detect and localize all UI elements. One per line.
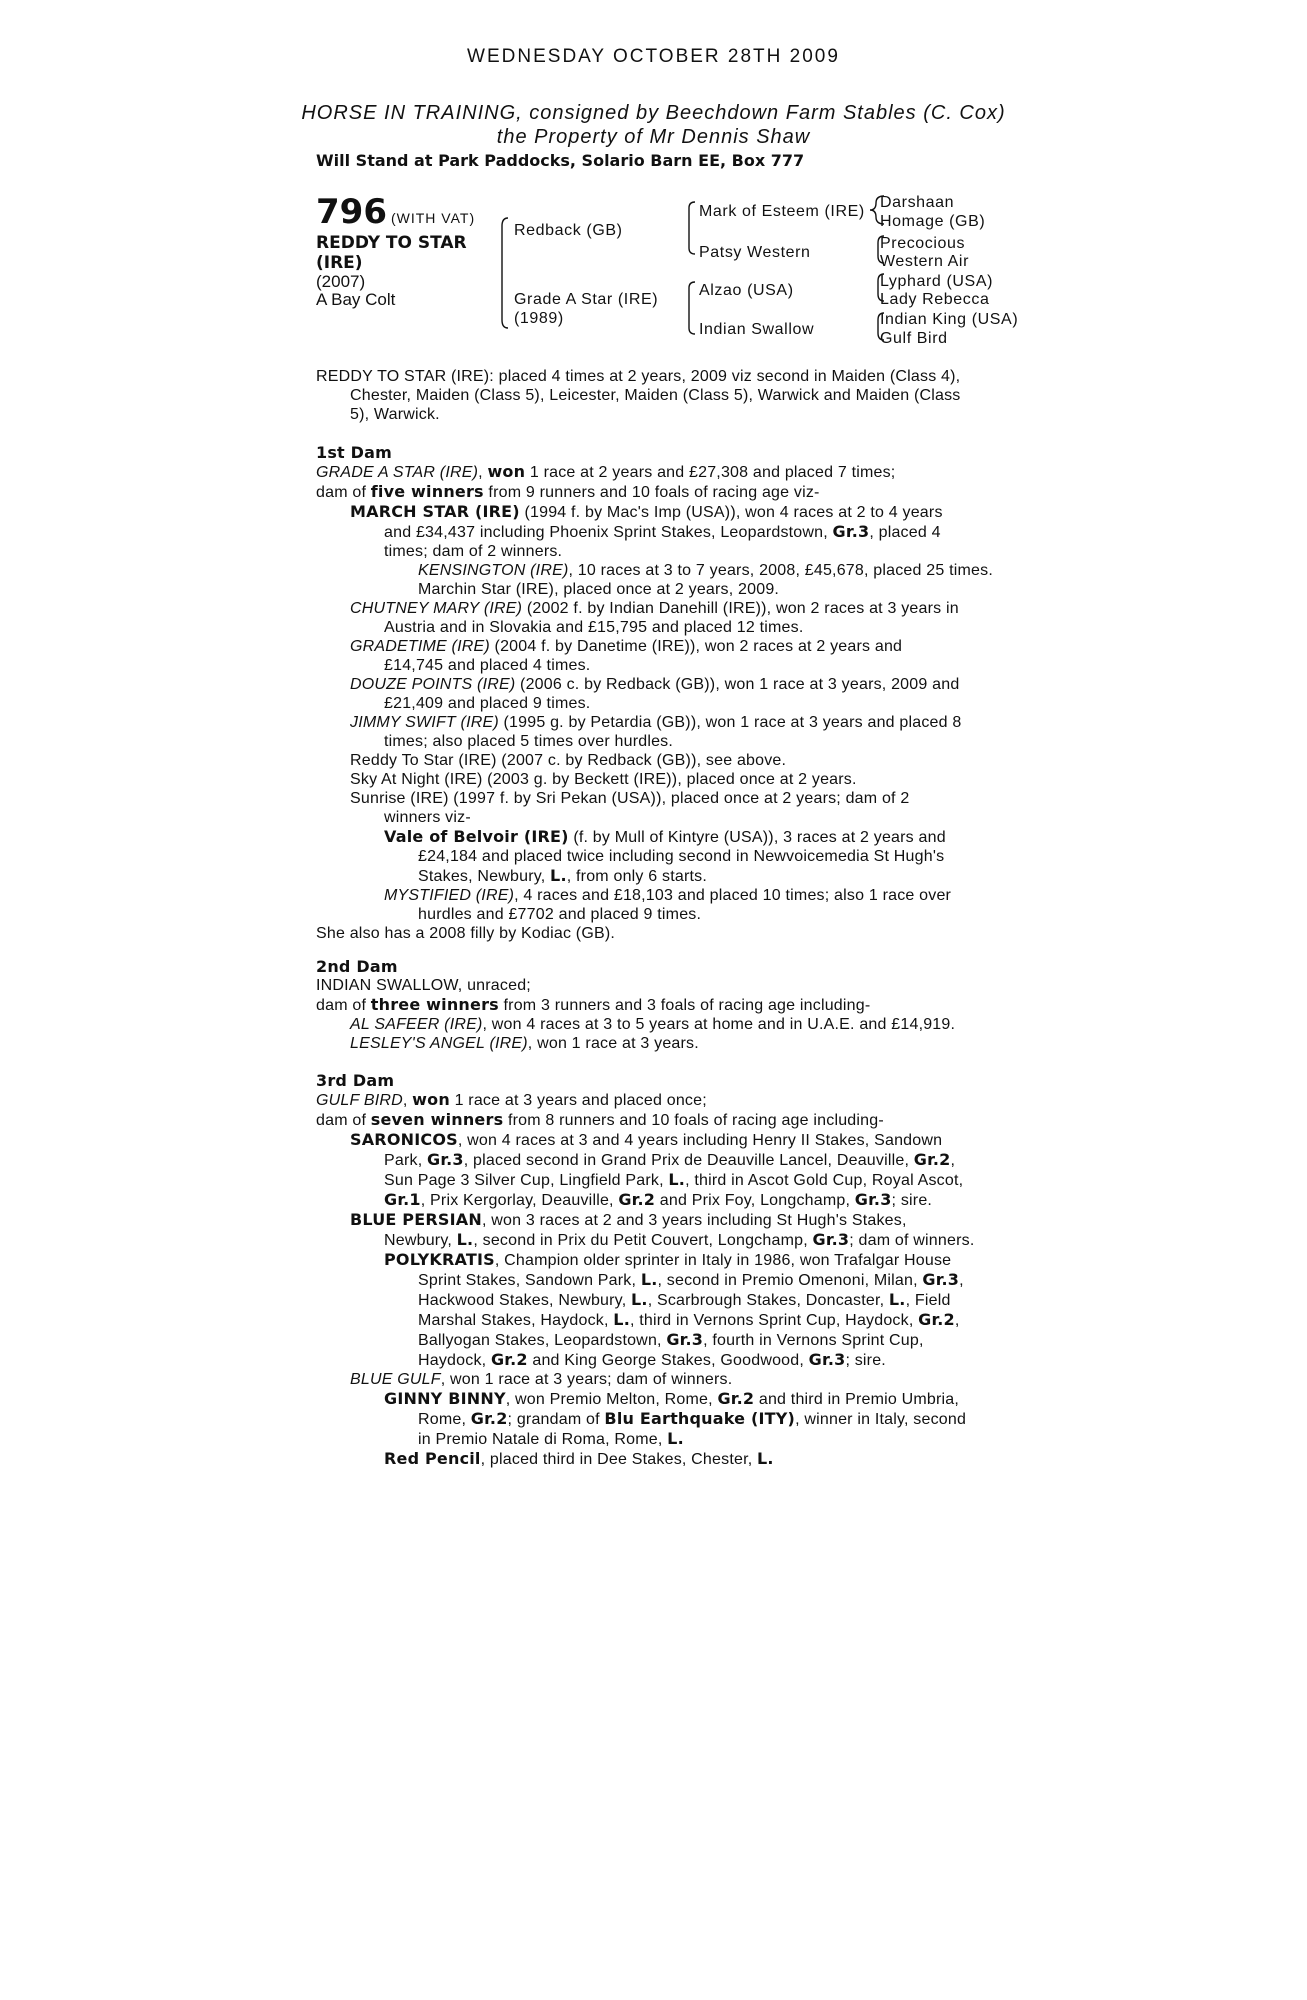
horse-name-suffix: (IRE)	[316, 253, 363, 273]
produce-name: GRADETIME (IRE)	[350, 638, 490, 655]
text: Austria and in Slovakia and £15,795 and placed 12 times.	[384, 619, 804, 636]
text: winners viz-	[384, 809, 471, 826]
text: and Prix Foy, Longchamp,	[655, 1192, 855, 1209]
listed-badge: L.	[640, 1270, 658, 1289]
dam-name: GRADE A STAR (IRE)	[316, 464, 479, 481]
grade-badge: Gr.3	[854, 1190, 892, 1209]
produce-name: Red Pencil	[384, 1449, 481, 1468]
produce-name: SARONICOS	[350, 1130, 458, 1149]
text: Park,	[384, 1152, 427, 1169]
text: , placed second in Grand Prix de Deauville Lancel, Deauville,	[463, 1152, 914, 1169]
produce-name: AL SAFEER (IRE)	[350, 1016, 483, 1033]
listed-badge: L.	[888, 1290, 906, 1309]
listed-badge: L.	[668, 1170, 686, 1189]
summary-line: REDDY TO STAR (IRE): placed 4 times at 2 years, 2009 viz second in Maiden (Class 4),	[316, 368, 961, 385]
produce-entry	[316, 1034, 1006, 1053]
winners-count: seven winners	[370, 1110, 504, 1129]
brace-gen1	[502, 218, 508, 328]
grade-badge: Gr.3	[812, 1230, 850, 1249]
pedigree-sire-sire: Mark of Esteem (IRE)	[699, 203, 865, 220]
produce-name: DOUZE POINTS (IRE)	[350, 676, 516, 693]
dam-name: GULF BIRD	[316, 1092, 403, 1109]
text: (2002 f. by Indian Danehill (IRE)), won 2 races at 3 years in	[522, 600, 959, 617]
grade-badge: Gr.3	[808, 1350, 846, 1369]
text: Ballyogan Stakes, Leopardstown,	[418, 1332, 667, 1349]
produce-entry: Sky At Night (IRE) (2003 g. by Beckett (IRE)), placed once at 2 years.	[350, 771, 857, 788]
listed-badge: L.	[550, 866, 567, 885]
produce-name: POLYKRATIS	[384, 1250, 495, 1269]
brace-dam	[689, 282, 695, 334]
text: (f. by Mull of Kintyre (USA)), 3 races at 2 years and	[568, 829, 946, 846]
text: and third in Premio Umbria,	[754, 1391, 960, 1408]
pedigree-ds-sire: Lyphard (USA)	[880, 273, 994, 290]
text: dam of	[316, 1112, 371, 1129]
produce-entry	[316, 1210, 1006, 1370]
pedigree-dam-sire: Alzao (USA)	[699, 282, 794, 299]
second-dam-heading: 2nd Dam	[316, 957, 398, 976]
first-dam-section	[316, 443, 1006, 943]
text: (2006 c. by Redback (GB)), won 1 race at 3 years, 2009 and	[515, 676, 960, 693]
produce-name: Vale of Belvoir (IRE)	[384, 827, 569, 846]
text: ,	[959, 1272, 964, 1289]
text: Newbury,	[384, 1232, 457, 1249]
pedigree-sd-sire: Precocious	[880, 235, 966, 252]
text: , won 4 races at 3 and 4 years including Henry II Stakes, Sandown	[457, 1132, 943, 1149]
produce-name: LESLEY'S ANGEL (IRE)	[350, 1035, 528, 1052]
listed-badge: L.	[667, 1429, 684, 1448]
also-note: She also has a 2008 filly by Kodiac (GB).	[316, 925, 616, 942]
text: ,	[950, 1152, 956, 1169]
horse-name-line: REDDY TO STAR	[316, 233, 467, 253]
produce-name: Blu Earthquake (ITY)	[604, 1409, 796, 1428]
produce-entry	[316, 599, 1006, 637]
pedigree-dam-name: Grade A Star (IRE)	[514, 291, 659, 308]
pedigree-sire-dam: Patsy Western	[699, 244, 811, 261]
text: , 10 races at 3 to 7 years, 2008, £45,678, placed 25 times.	[568, 562, 993, 579]
grade-badge: Gr.3	[427, 1150, 464, 1169]
text: ; dam of winners.	[849, 1232, 975, 1249]
property-line: the Property of Mr Dennis Shaw	[496, 126, 811, 148]
text: Sprint Stakes, Sandown Park,	[418, 1272, 641, 1289]
text: (1995 g. by Petardia (GB)), won 1 race at 3 years and placed 8	[498, 714, 962, 731]
horse-description: A Bay Colt	[316, 290, 396, 309]
stand-location: Will Stand at Park Paddocks, Solario Barn EE, Box 777	[316, 151, 805, 170]
produce-name: GINNY BINNY	[384, 1389, 506, 1408]
produce-entry	[316, 789, 1006, 924]
text: Stakes, Newbury,	[418, 868, 551, 885]
produce-entry	[350, 1389, 1006, 1449]
produce-entry	[316, 675, 1006, 713]
pedigree-sd-dam: Western Air	[880, 253, 969, 270]
text: from 8 runners and 10 foals of racing age including-	[503, 1112, 884, 1129]
produce-entry: Reddy To Star (IRE) (2007 c. by Redback (GB)), see above.	[350, 752, 787, 769]
pedigree-ds-dam: Lady Rebecca	[880, 291, 990, 308]
produce-summary	[316, 482, 1006, 502]
listed-badge: L.	[757, 1449, 774, 1468]
text: , second in Prix du Petit Couvert, Longchamp,	[473, 1232, 813, 1249]
text: 1 race at 3 years and placed once;	[449, 1092, 707, 1109]
produce-entry	[316, 1370, 1006, 1469]
produce-summary	[316, 1110, 1006, 1130]
pedigree-dd-sire: Indian King (USA)	[880, 311, 1019, 328]
text: , won 1 race at 3 years.	[527, 1035, 699, 1052]
text: in Premio Natale di Roma, Rome,	[418, 1431, 668, 1448]
grade-badge: Gr.2	[618, 1190, 656, 1209]
second-dam-section	[316, 957, 1006, 1053]
grade-badge: Gr.2	[470, 1409, 508, 1428]
text: , won 4 races at 3 to 5 years at home and in U.A.E. and £14,919.	[482, 1016, 956, 1033]
text: hurdles and £7702 and placed 9 times.	[418, 906, 702, 923]
text: , Champion older sprinter in Italy in 1986, won Trafalgar House	[494, 1252, 952, 1269]
pedigree-sire: Redback (GB)	[514, 222, 623, 239]
pedigree-ss-sire: Darshaan	[880, 194, 955, 211]
pedigree-ss-dam: Homage (GB)	[880, 213, 986, 230]
sale-date: WEDNESDAY OCTOBER 28TH 2009	[467, 46, 840, 67]
text: , Scarbrough Stakes, Doncaster,	[647, 1292, 889, 1309]
text: , won 3 races at 2 and 3 years including St Hugh's Stakes,	[481, 1212, 907, 1229]
text: Hackwood Stakes, Newbury,	[418, 1292, 631, 1309]
text: £14,745 and placed 4 times.	[384, 657, 591, 674]
grade-badge: Gr.3	[922, 1270, 960, 1289]
text: , won Premio Melton, Rome,	[505, 1391, 718, 1408]
produce-entry	[350, 1250, 1006, 1370]
text: , 4 races and £18,103 and placed 10 times; also 1 race over	[514, 887, 952, 904]
text: times; dam of 2 winners.	[384, 543, 563, 560]
grade-badge: Gr.2	[918, 1310, 955, 1329]
grade-badge: Gr.2	[717, 1389, 755, 1408]
produce-name: BLUE GULF	[350, 1371, 441, 1388]
produce-name: MYSTIFIED (IRE)	[384, 887, 515, 904]
third-dam-heading: 3rd Dam	[316, 1071, 395, 1090]
text: , placed 4	[869, 524, 941, 541]
text: Marshal Stakes, Haydock,	[418, 1312, 614, 1329]
second-dam-line: INDIAN SWALLOW, unraced;	[316, 977, 531, 994]
text: dam of	[316, 997, 371, 1014]
produce-entry	[316, 713, 1006, 751]
third-dam-line	[316, 1090, 1006, 1110]
third-dam-section	[316, 1071, 1006, 1469]
horse-year: (2007)	[316, 272, 366, 291]
race-summary	[316, 367, 1006, 424]
text: , second in Premio Omenoni, Milan,	[657, 1272, 923, 1289]
text: (2004 f. by Danetime (IRE)), won 2 races at 2 years and	[489, 638, 903, 655]
grade-badge: Gr.1	[384, 1190, 421, 1209]
produce-name: BLUE PERSIAN	[350, 1210, 482, 1229]
won-label: won	[487, 462, 526, 481]
produce-summary	[316, 995, 1006, 1015]
text: dam of	[316, 484, 371, 501]
first-dam-heading: 1st Dam	[316, 443, 393, 462]
summary-line: Chester, Maiden (Class 5), Leicester, Maiden (Class 5), Warwick and Maiden (Class	[350, 387, 961, 404]
text: , fourth in Vernons Sprint Cup,	[703, 1332, 924, 1349]
produce-name: CHUTNEY MARY (IRE)	[350, 600, 523, 617]
text: from 3 runners and 3 foals of racing age including-	[498, 997, 871, 1014]
lot-number: 796	[316, 192, 387, 232]
produce-name: KENSINGTON (IRE)	[418, 562, 569, 579]
text: ,	[402, 1092, 413, 1109]
listed-badge: L.	[613, 1310, 630, 1329]
vat-note: (WITH VAT)	[390, 210, 476, 226]
winners-count: three winners	[370, 995, 499, 1014]
produce-name: MARCH STAR (IRE)	[350, 502, 520, 521]
text: , Prix Kergorlay, Deauville,	[420, 1192, 619, 1209]
text: , won 1 race at 3 years; dam of winners.	[440, 1371, 733, 1388]
text: Marchin Star (IRE), placed once at 2 years, 2009.	[418, 581, 780, 598]
produce-entry	[350, 1449, 1006, 1469]
produce-entry	[316, 502, 1006, 599]
pedigree-dam	[514, 290, 658, 328]
text: ; sire.	[891, 1192, 933, 1209]
text: (1994 f. by Mac's Imp (USA)), won 4 races at 2 to 4 years	[519, 504, 943, 521]
text: , third in Vernons Sprint Cup, Haydock,	[629, 1312, 919, 1329]
listed-badge: L.	[631, 1290, 648, 1309]
text: , Field	[905, 1292, 951, 1309]
produce-entry	[316, 1130, 1006, 1210]
pedigree-dam-dam: Indian Swallow	[699, 321, 815, 338]
produce-entry	[316, 1015, 1006, 1034]
text: Sunrise (IRE) (1997 f. by Sri Pekan (USA)), placed once at 2 years; dam of 2	[350, 790, 910, 807]
text: ; sire.	[845, 1352, 886, 1369]
summary-line: 5), Warwick.	[350, 406, 440, 423]
text: and £34,437 including Phoenix Sprint Stakes, Leopardstown,	[384, 524, 833, 541]
grade-badge: Gr.2	[913, 1150, 951, 1169]
text: £21,409 and placed 9 times.	[384, 695, 591, 712]
text: ; grandam of	[507, 1411, 605, 1428]
text: ,	[954, 1312, 960, 1329]
text: , from only 6 starts.	[566, 868, 707, 885]
grade-badge: Gr.3	[666, 1330, 704, 1349]
first-dam-line: GRADE A STAR (IRE), won 1 race at 2 years and £27,308 and placed 7 times;	[316, 462, 896, 481]
text: times; also placed 5 times over hurdles.	[384, 733, 674, 750]
text: £24,184 and placed twice including second in Newvoicemedia St Hugh's	[418, 848, 945, 865]
text: Haydock,	[418, 1352, 491, 1369]
text: Rome,	[418, 1411, 471, 1428]
consignment-line: HORSE IN TRAINING, consigned by Beechdown Farm Stables (C. Cox)	[301, 102, 1006, 124]
pedigree-dd-dam: Gulf Bird	[880, 330, 948, 347]
won-label: won	[412, 1090, 450, 1109]
pedigree-dam-year: (1989)	[514, 310, 564, 327]
winners-count: five winners	[370, 482, 484, 501]
grade-badge: Gr.3	[832, 522, 870, 541]
produce-entry	[316, 637, 1006, 675]
brace-sire	[689, 202, 695, 254]
produce-name: JIMMY SWIFT (IRE)	[350, 714, 499, 731]
text: from 9 runners and 10 foals of racing age viz-	[483, 484, 820, 501]
listed-badge: L.	[456, 1230, 474, 1249]
text: Sun Page 3 Silver Cup, Lingfield Park,	[384, 1172, 669, 1189]
grade-badge: Gr.2	[490, 1350, 528, 1369]
text: , placed third in Dee Stakes, Chester,	[480, 1451, 758, 1468]
dam-record: 1 race at 2 years and £27,308 and placed 7 times;	[525, 464, 896, 481]
text: , winner in Italy, second	[795, 1411, 967, 1428]
text: and King George Stakes, Goodwood,	[527, 1352, 809, 1369]
text: , third in Ascot Gold Cup, Royal Ascot,	[685, 1172, 964, 1189]
